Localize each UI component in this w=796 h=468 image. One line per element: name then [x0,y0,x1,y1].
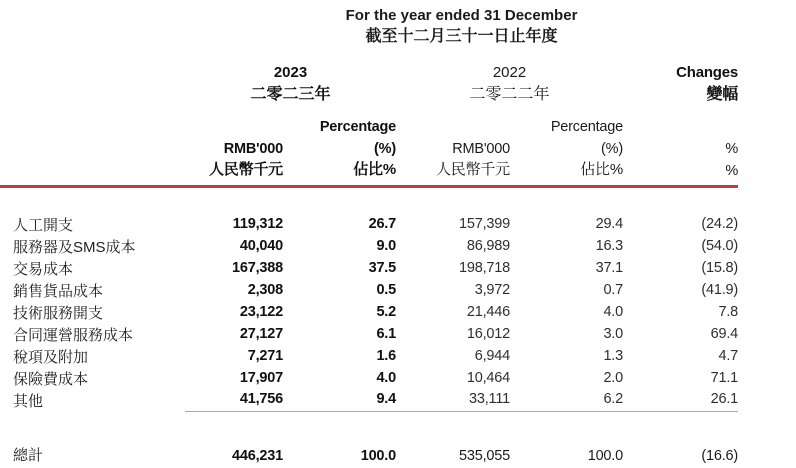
pct-2023: 37.5 [368,260,396,276]
pct-2022: 4.0 [603,304,623,320]
subheader-pct-changes-2: % [623,157,738,187]
row-label: 銷售貨品成本 [13,282,104,300]
value-2023: 23,122 [239,304,283,320]
subheader-percentage-2022: Percentage [550,119,623,135]
value-2022: 3,972 [474,282,510,298]
value-2023: 40,040 [239,238,283,254]
column-header-2023: 2023 [273,64,308,81]
column-header-2023-cn: 二零二三年 [250,86,331,103]
pct-2023: 26.7 [368,216,396,232]
pct-2022: 6.2 [510,389,623,412]
pct-2023: 5.2 [376,304,396,320]
total-row [0,438,738,468]
percentage-header-row [0,114,738,135]
pct-2023: 4.0 [376,370,396,386]
value-2023: 7,271 [247,348,283,364]
column-header-2023-group [185,55,396,114]
subheader-rmb-2022: RMB'000 [452,141,510,157]
row-label: 合同運營服務成本 [13,326,134,344]
row-label: 人工開支 [13,216,74,234]
subheader-pct-changes-1: % [725,141,739,157]
table-title-en: For the year ended 31 December [345,7,578,24]
total-value-2022: 535,055 [396,438,510,468]
subheader-pct-cn-2023: 佔比% [283,157,396,187]
change-value: (15.8) [701,260,739,276]
column-header-2022-cn: 二零二二年 [469,86,550,103]
pct-2023: 1.6 [376,348,396,364]
value-2023: 119,312 [232,216,283,232]
units-header-row-en [0,135,738,157]
pct-2023: 9.0 [376,238,396,254]
units-header-row-cn [0,157,738,187]
pct-2022: 2.0 [603,370,623,386]
change-value: (54.0) [701,238,739,254]
change-value: (24.2) [701,216,739,232]
change-value: 7.8 [718,304,739,320]
value-2023: 27,127 [239,326,283,342]
subheader-rmb-cn-2023: 人民幣千元 [185,157,283,187]
table-title-cn: 截至十二月三十一日止年度 [365,28,558,45]
row-label: 技術服務開支 [13,304,104,322]
column-header-2022-group [396,55,623,114]
table-row [0,367,738,389]
spacer-row [0,187,738,214]
row-label: 交易成本 [13,260,74,278]
pct-2022: 1.3 [603,348,623,364]
value-2022: 33,111 [396,389,510,412]
subheader-percentage-2023: Percentage [319,119,396,135]
total-label: 總計 [13,447,44,464]
value-2023: 17,907 [239,370,283,386]
column-header-changes: Changes [676,64,739,81]
row-label: 其他 [13,392,44,410]
value-2022: 157,399 [458,216,510,232]
value-2023: 41,756 [185,389,283,412]
change-value: 71.1 [710,370,739,386]
value-2022: 10,464 [466,370,510,386]
change-value: 4.7 [718,348,739,364]
value-2022: 21,446 [466,304,510,320]
row-label: 服務器及SMS成本 [13,238,136,256]
value-2022: 16,012 [466,326,510,342]
subheader-rmb-2023: RMB'000 [223,141,283,157]
table-row [0,345,738,367]
column-header-changes-cn: 變幅 [706,86,739,103]
year-header-row [0,55,738,114]
title-cell [185,0,738,55]
pct-2022: 37.1 [595,260,623,276]
pct-2022: 3.0 [603,326,623,342]
pct-2023: 0.5 [376,282,396,298]
title-row [0,0,738,55]
row-label: 稅項及附加 [13,348,89,366]
pct-2023: 9.4 [283,389,396,412]
table-row [0,235,738,257]
total-change-value: (16.6) [623,438,738,468]
spacer-row [0,412,738,439]
table-row [0,257,738,279]
pct-2022: 16.3 [595,238,623,254]
value-2022: 86,989 [466,238,510,254]
total-value-2023: 446,231 [185,438,283,468]
change-value: 26.1 [623,389,738,412]
total-pct-2022: 100.0 [510,438,623,468]
table-row [0,279,738,301]
value-2022: 198,718 [458,260,510,276]
table-row [0,213,738,235]
change-value: (41.9) [701,282,739,298]
column-header-2022: 2022 [492,64,527,81]
change-value: 69.4 [710,326,739,342]
value-2023: 167,388 [231,260,283,276]
subheader-rmb-cn-2022: 人民幣千元 [396,157,510,187]
table-row [0,323,738,345]
row-label: 保險費成本 [13,370,89,388]
table-row [0,389,738,412]
pct-2023: 6.1 [376,326,396,342]
column-header-changes-group [623,55,738,114]
title-spacer [0,0,185,55]
table-row [0,301,738,323]
value-2022: 6,944 [474,348,510,364]
pct-2022: 0.7 [603,282,623,298]
pct-2022: 29.4 [595,216,623,232]
total-pct-2023: 100.0 [283,438,396,468]
subheader-pct-2023: (%) [374,141,396,157]
value-2023: 2,308 [247,282,283,298]
subheader-pct-2022: (%) [601,141,623,157]
subheader-pct-cn-2022: 佔比% [510,157,623,187]
